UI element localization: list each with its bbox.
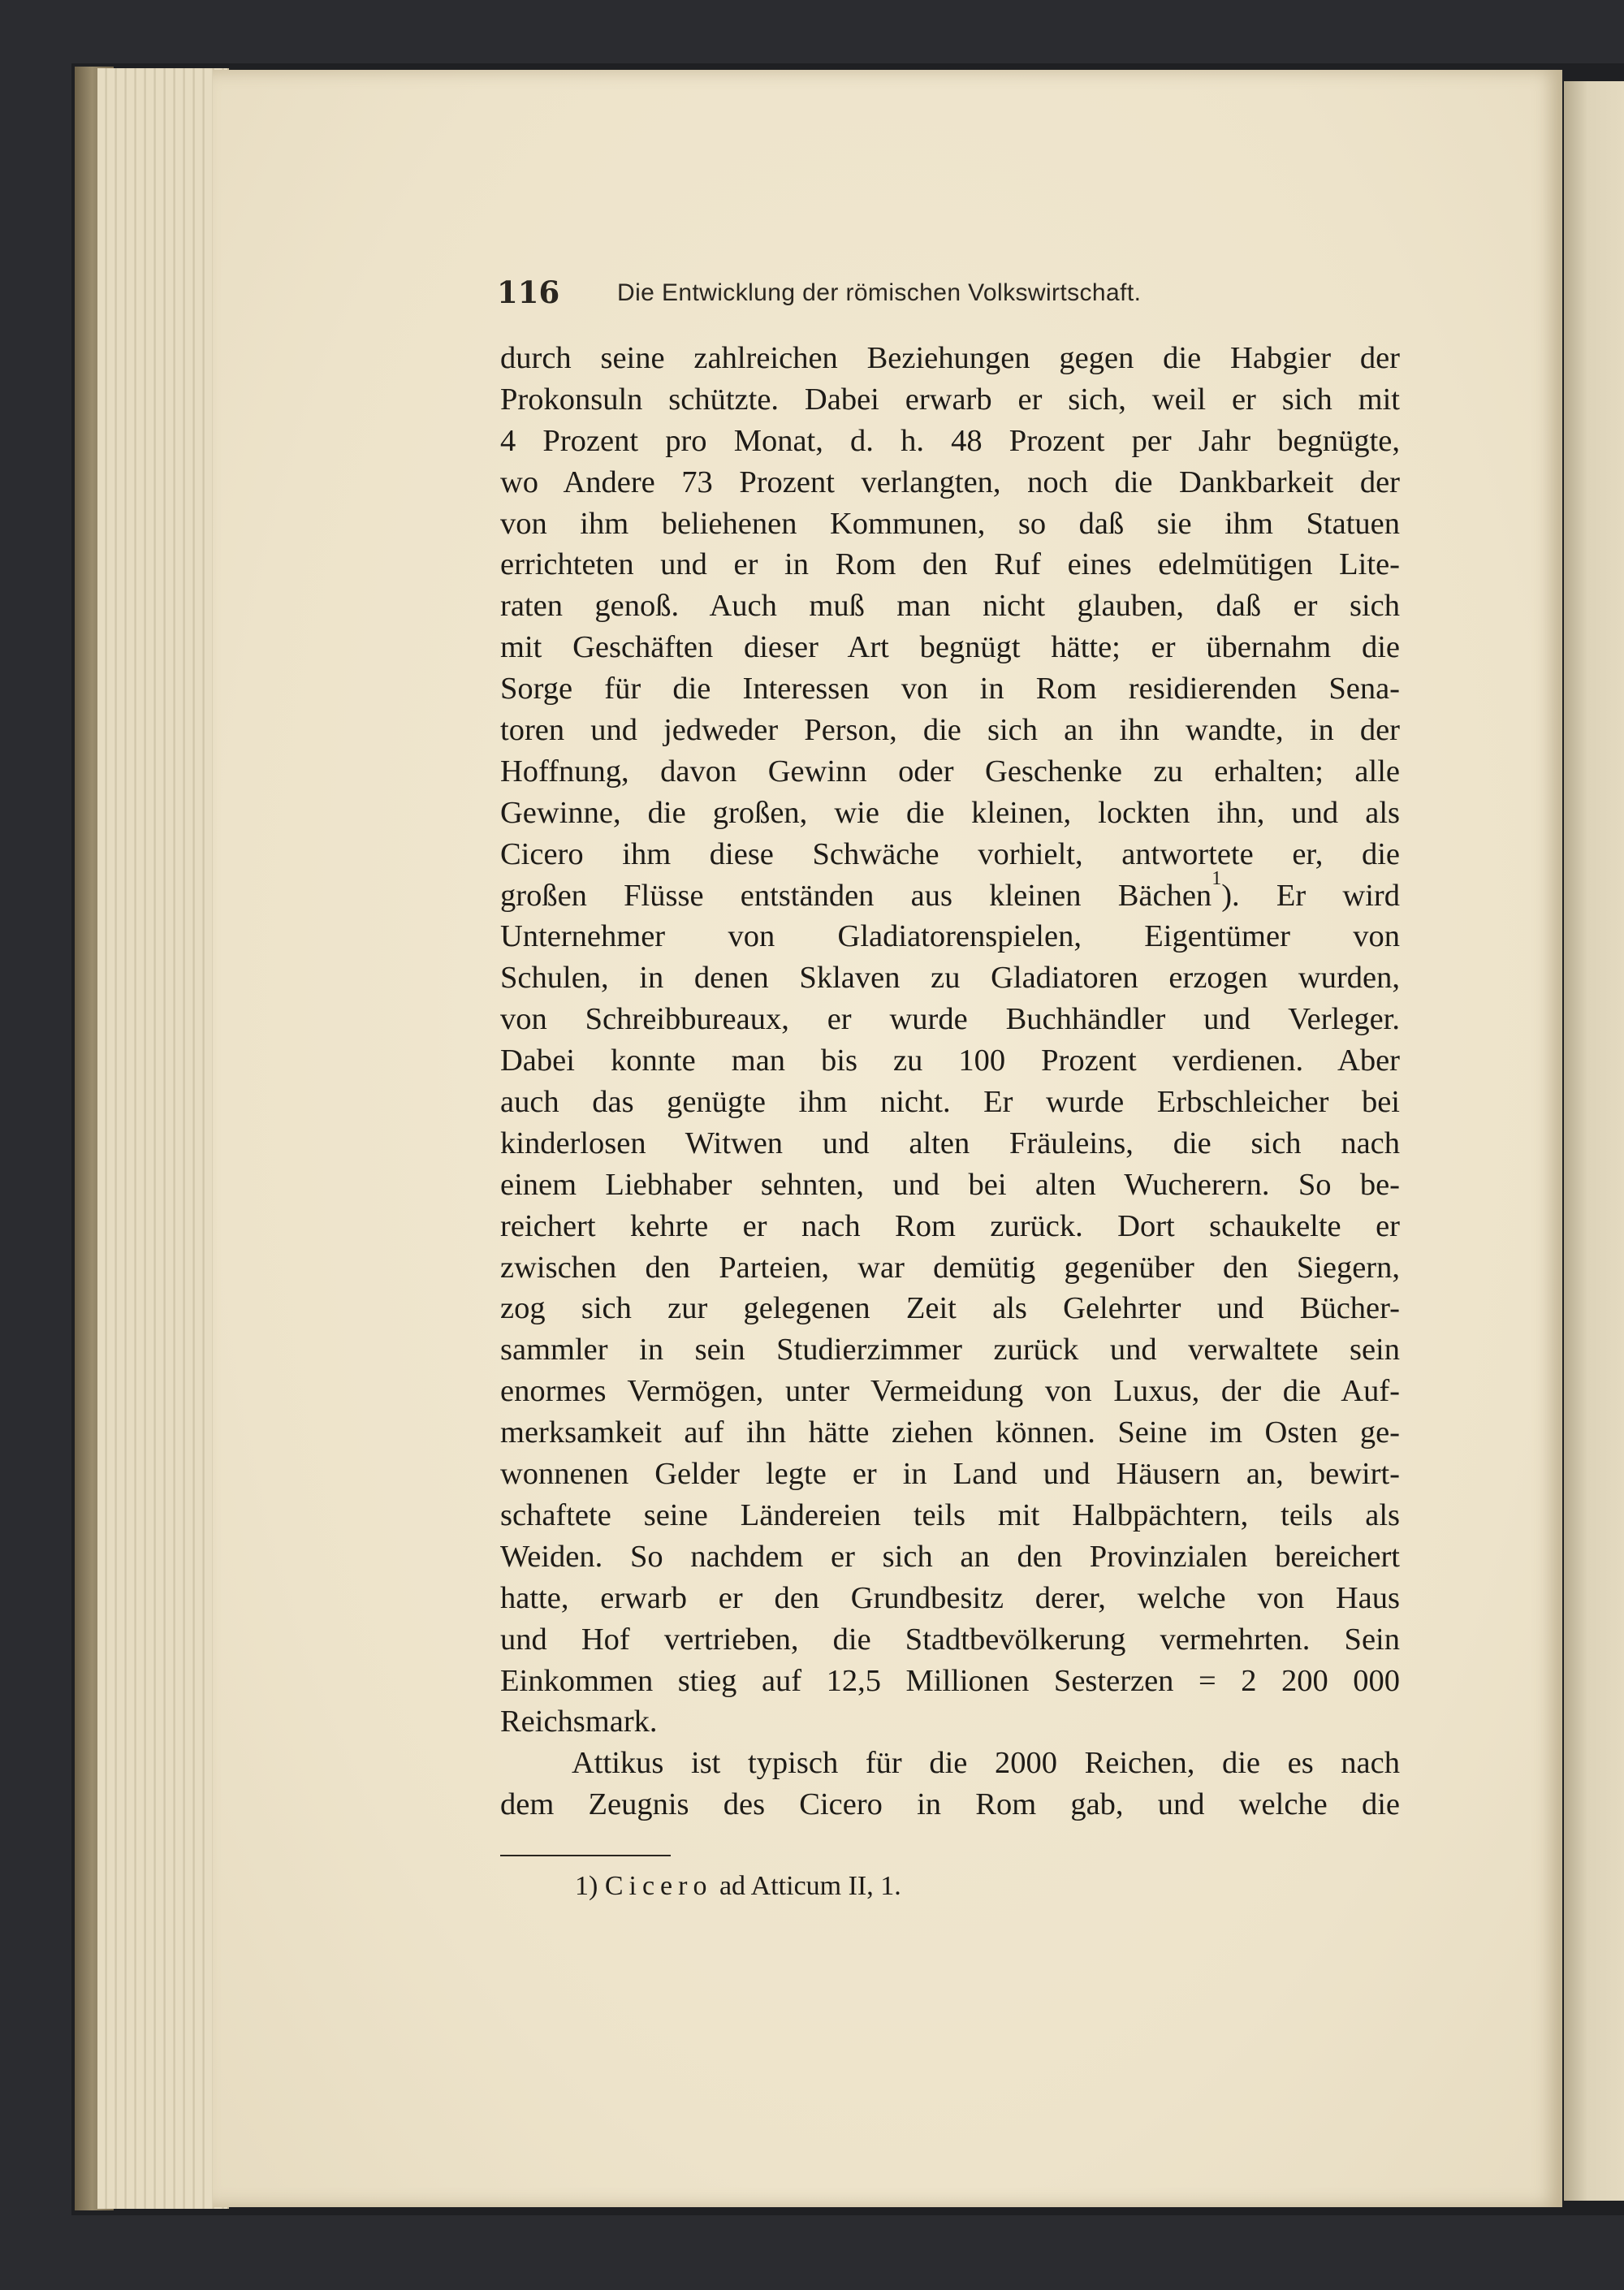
page-number: 116 xyxy=(497,274,560,310)
text-line: Attikus ist typisch für die 2000 Reichen, die es nach xyxy=(572,1746,1400,1781)
text-line: Schulen, in denen Sklaven zu Gladiatoren erzogen wurden, xyxy=(500,961,1400,996)
text-line: Reichsmark. xyxy=(500,1705,658,1739)
text-line: zwischen den Parteien, war demütig gegenüber den Siegern, xyxy=(500,1250,1400,1285)
text-line: zog sich zur gelegenen Zeit als Gelehrter und Bücher- xyxy=(500,1291,1400,1326)
text-line: 4 Prozent pro Monat, d. h. 48 Prozent per Jahr begnügte, xyxy=(500,423,1400,458)
text-line: Einkommen stieg auf 12,5 Millionen Sesterzen = 2 200 000 xyxy=(500,1663,1400,1698)
text-line: einem Liebhaber sehnten, und bei alten Wucherern. So be- xyxy=(500,1167,1400,1202)
text-line: und Hof vertrieben, die Stadtbevölkerung vermehrten. Sein xyxy=(500,1622,1400,1657)
text-line: kinderlosen Witwen und alten Fräuleins, die sich nach xyxy=(500,1126,1400,1160)
text-line: Unternehmer von Gladiatorenspielen, Eigentümer von xyxy=(500,919,1400,954)
footnote-author: Cicero xyxy=(604,1871,713,1901)
line-text-continued: ). Er wird xyxy=(1221,878,1400,913)
text-line: wonnenen Gelder legte er in Land und Häusern an, bewirt- xyxy=(500,1457,1400,1492)
page-edges xyxy=(97,68,229,2209)
footnote-rule xyxy=(500,1855,671,1856)
text-line: mit Geschäften dieser Art begnügt hätte; er übernahm die xyxy=(500,630,1400,665)
text-line: raten genoß. Auch muß man nicht glauben, daß er sich xyxy=(500,589,1400,624)
page-header xyxy=(497,274,1402,315)
text-line: von Schreibbureaux, er wurde Buchhändler und Verleger. xyxy=(500,1002,1400,1037)
running-head: Die Entwicklung der römischen Volkswirtschaft. xyxy=(617,279,1142,306)
text-line: schaftete seine Ländereien teils mit Halbpächtern, teils als xyxy=(500,1497,1400,1532)
facing-page-edge xyxy=(1564,81,1624,2201)
footnote-ref-mark: 1 xyxy=(1212,867,1222,889)
text-line-with-footnote-ref xyxy=(500,867,1400,917)
text-line: Gewinne, die großen, wie die kleinen, lockten ihn, und als xyxy=(500,795,1400,830)
text-line: errichteten und er in Rom den Ruf eines edelmütigen Lite- xyxy=(500,547,1400,582)
text-line: hatte, erwarb er den Grundbesitz derer, welche von Haus xyxy=(500,1580,1400,1615)
footnote xyxy=(575,1868,1306,1905)
text-line: Weiden. So nachdem er sich an den Provinzialen bereichert xyxy=(500,1539,1400,1574)
text-line: Hoffnung, davon Gewinn oder Geschenke zu erhalten; alle xyxy=(500,754,1400,789)
footnote-text: ad Atticum II, 1. xyxy=(719,1871,901,1901)
text-line: von ihm beliehenen Kommunen, so daß sie ihm Statuen xyxy=(500,506,1400,541)
text-line: enormes Vermögen, unter Vermeidung von Luxus, der die Auf- xyxy=(500,1374,1400,1409)
text-line: Prokonsuln schützte. Dabei erwarb er sich, weil er sich mit xyxy=(500,382,1400,417)
text-line: Dabei konnte man bis zu 100 Prozent verdienen. Aber xyxy=(500,1043,1400,1078)
line-text: großen Flüsse entständen aus kleinen Bächen xyxy=(500,878,1212,913)
text-line: sammler in sein Studierzimmer zurück und verwaltete sein xyxy=(500,1333,1400,1368)
text-line: Sorge für die Interessen von in Rom residierenden Sena- xyxy=(500,672,1400,706)
text-line: wo Andere 73 Prozent verlangten, noch die Dankbarkeit der xyxy=(500,464,1400,499)
text-line: toren und jedweder Person, die sich an ihn wandte, in der xyxy=(500,713,1400,748)
body-text xyxy=(500,338,1400,1826)
text-line: dem Zeugnis des Cicero in Rom gab, und welche die xyxy=(500,1787,1400,1822)
footnote-number: 1) xyxy=(575,1871,598,1901)
text-line: reichert kehrte er nach Rom zurück. Dort schaukelte er xyxy=(500,1208,1400,1243)
text-line: auch das genügte ihm nicht. Er wurde Erbschleicher bei xyxy=(500,1085,1400,1120)
text-line: durch seine zahlreichen Beziehungen gegen die Habgier der xyxy=(500,341,1400,375)
text-line: Cicero ihm diese Schwäche vorhielt, antwortete er, die xyxy=(500,836,1400,871)
text-line: merksamkeit auf ihn hätte ziehen können. Seine im Osten ge- xyxy=(500,1415,1400,1450)
